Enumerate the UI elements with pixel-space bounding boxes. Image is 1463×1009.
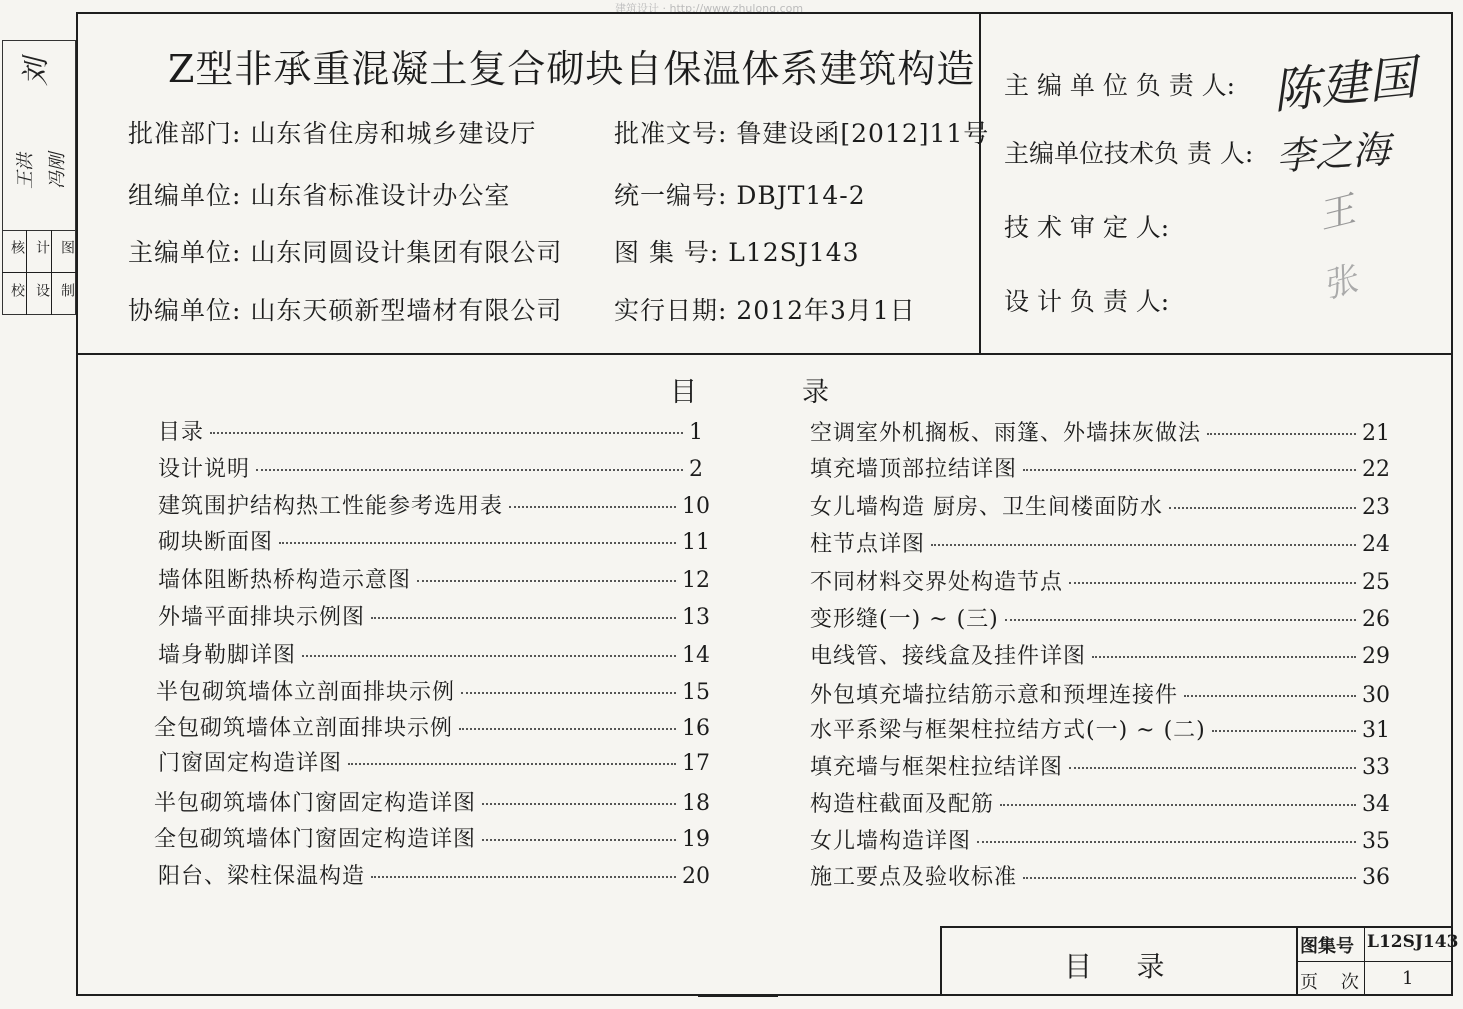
toc-item	[154, 786, 710, 817]
toc-page: 35	[1362, 829, 1390, 854]
toc-item	[810, 639, 1390, 670]
toc-page: 23	[1362, 495, 1390, 520]
side-label-check-2: 核	[9, 240, 25, 254]
toc-item	[154, 711, 710, 742]
side-label-design-1: 设	[34, 283, 50, 297]
toc-item	[154, 822, 710, 853]
sheet-title: 目 录	[1064, 950, 1165, 983]
toc-label: 不同材料交界处构造节点	[810, 570, 1064, 595]
responsible-signature-2: 李之海	[1274, 127, 1392, 179]
toc-item	[156, 675, 710, 706]
toc-item	[158, 415, 703, 446]
toc-page: 2	[689, 457, 703, 482]
toc-item	[810, 824, 1390, 855]
toc-label: 女儿墙构造详图	[810, 829, 972, 854]
responsible-label-3: 技 术 审 定 人:	[1004, 213, 1170, 242]
toc-label: 砌块断面图	[158, 530, 274, 555]
toc-label: 电线管、接线盒及挂件详图	[810, 644, 1087, 669]
toc-page: 10	[682, 494, 710, 519]
toc-item	[810, 750, 1390, 781]
toc-label: 设计说明	[158, 457, 251, 482]
toc-page: 25	[1362, 570, 1390, 595]
toc-page: 18	[682, 791, 710, 816]
header-vertical-divider	[979, 12, 981, 354]
toc-label: 目录	[158, 420, 205, 445]
toc-item	[158, 746, 710, 777]
toc-item	[810, 713, 1390, 744]
toc-item	[810, 416, 1390, 447]
toc-item	[810, 452, 1390, 483]
responsible-signature-3: 王	[1314, 189, 1360, 238]
side-signature-3: 冯刚	[47, 153, 68, 189]
toc-item	[158, 452, 703, 483]
toc-label: 外墙平面排块示例图	[158, 605, 366, 630]
toc-label: 门窗固定构造详图	[158, 751, 343, 776]
page-label: 页 次	[1300, 972, 1359, 993]
toc-page: 15	[682, 680, 710, 705]
toc-page: 29	[1362, 644, 1390, 669]
effective-date: 实行日期: 2012年3月1日	[614, 296, 916, 325]
toc-label: 填充墙与框架柱拉结详图	[810, 755, 1064, 780]
toc-item	[810, 787, 1390, 818]
toc-page: 19	[682, 827, 710, 852]
toc-page: 24	[1362, 532, 1390, 557]
toc-item	[158, 489, 710, 520]
toc-item	[810, 602, 1390, 633]
toc-label: 水平系梁与框架柱拉结方式(一) ~ (二)	[810, 718, 1206, 743]
toc-item	[158, 859, 710, 890]
bottom-center-mark	[698, 994, 778, 997]
toc-label: 墙身勒脚详图	[158, 643, 297, 668]
toc-page: 16	[682, 716, 710, 741]
toc-item	[810, 860, 1390, 891]
toc-page: 26	[1362, 607, 1390, 632]
toc-page: 13	[682, 605, 710, 630]
side-label-design-2: 计	[34, 240, 50, 254]
toc-page: 1	[689, 420, 703, 445]
toc-page: 34	[1362, 792, 1390, 817]
toc-page: 20	[682, 864, 710, 889]
header-divider	[76, 353, 1453, 355]
side-signature-2: 王洪	[15, 153, 36, 189]
toc-item	[158, 563, 710, 594]
side-label-draw-2: 图	[59, 240, 75, 254]
toc-page: 31	[1362, 718, 1390, 743]
toc-label: 填充墙顶部拉结详图	[810, 457, 1018, 482]
toc-item	[810, 527, 1390, 558]
atlas-number: 图 集 号: L12SJ143	[614, 238, 860, 267]
responsible-label-1: 主 编 单 位 负 责 人:	[1004, 71, 1236, 100]
toc-label: 半包砌筑墙体立剖面排块示例	[156, 680, 456, 705]
toc-label: 墙体阻断热桥构造示意图	[158, 568, 412, 593]
side-signature-1: 刘	[19, 57, 53, 87]
toc-label: 半包砌筑墙体门窗固定构造详图	[154, 791, 477, 816]
toc-page: 11	[682, 530, 710, 555]
approval-department: 批准部门: 山东省住房和城乡建设厅	[128, 119, 537, 148]
toc-label: 空调室外机搁板、雨篷、外墙抹灰做法	[810, 421, 1202, 446]
toc-item	[810, 678, 1390, 709]
toc-page: 22	[1362, 457, 1390, 482]
toc-label: 阳台、梁柱保温构造	[158, 864, 366, 889]
responsible-signature-1: 陈建国	[1269, 49, 1420, 121]
toc-label: 女儿墙构造 厨房、卫生间楼面防水	[810, 495, 1163, 520]
unified-number: 统一编号: DBJT14-2	[614, 181, 866, 210]
toc-label: 变形缝(一) ~ (三)	[810, 607, 999, 632]
responsible-label-4: 设 计 负 责 人:	[1004, 287, 1170, 316]
toc-item	[158, 525, 710, 556]
toc-label: 构造柱截面及配筋	[810, 792, 995, 817]
toc-label: 建筑围护结构热工性能参考选用表	[158, 494, 504, 519]
approval-document: 批准文号: 鲁建设函[2012]11号	[614, 119, 990, 148]
toc-label: 外包填充墙拉结筋示意和预埋连接件	[810, 683, 1179, 708]
toc-label: 全包砌筑墙体立剖面排块示例	[154, 716, 454, 741]
side-label-check-1: 校	[9, 283, 25, 297]
toc-label: 全包砌筑墙体门窗固定构造详图	[154, 827, 477, 852]
atlas-value: L12SJ143	[1367, 932, 1459, 952]
toc-item	[158, 600, 710, 631]
toc-page: 21	[1362, 421, 1390, 446]
responsible-label-2: 主编单位技术负 责 人:	[1004, 139, 1254, 168]
page-value: 1	[1402, 968, 1414, 989]
document-title: Z型非承重混凝土复合砌块自保温体系建筑构造	[168, 47, 976, 91]
toc-heading-left: 目	[670, 377, 697, 408]
toc-item	[810, 565, 1390, 596]
watermark-text: 建筑设计 · http://www.zhulong.com	[615, 2, 804, 15]
toc-page: 14	[682, 643, 710, 668]
toc-heading-right: 录	[802, 377, 829, 408]
toc-page: 17	[682, 751, 710, 776]
compile-unit: 组编单位: 山东省标准设计办公室	[128, 181, 511, 210]
toc-label: 施工要点及验收标准	[810, 865, 1018, 890]
toc-item	[158, 638, 710, 669]
toc-page: 33	[1362, 755, 1390, 780]
co-compile-unit: 协编单位: 山东天硕新型墙材有限公司	[128, 296, 563, 325]
chief-unit: 主编单位: 山东同圆设计集团有限公司	[128, 238, 563, 267]
toc-page: 36	[1362, 865, 1390, 890]
toc-page: 30	[1362, 683, 1390, 708]
toc-item	[810, 490, 1390, 521]
toc-page: 12	[682, 568, 710, 593]
side-label-draw-1: 制	[59, 283, 75, 297]
atlas-label: 图集号	[1300, 936, 1354, 957]
responsible-signature-4: 张	[1318, 258, 1362, 307]
toc-label: 柱节点详图	[810, 532, 926, 557]
side-strip	[2, 40, 76, 315]
